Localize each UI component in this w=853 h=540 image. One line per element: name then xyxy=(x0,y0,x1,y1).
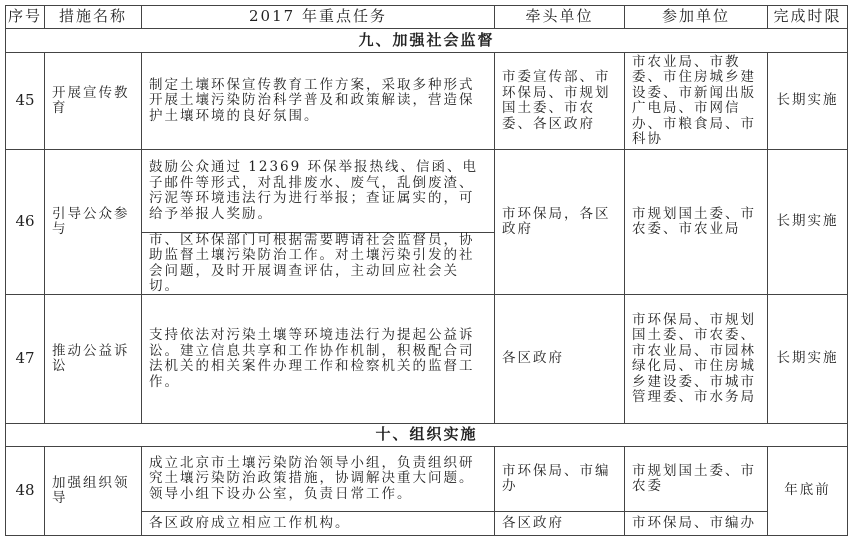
measure-name-text: 加强组织领导 xyxy=(52,474,130,506)
header-task: 2017 年重点任务 xyxy=(141,5,495,29)
lead-unit xyxy=(494,149,625,295)
participant-units xyxy=(624,294,768,424)
lead-unit-text: 各区政府 xyxy=(502,350,564,367)
header-measure: 措施名称 xyxy=(44,5,142,29)
lead-unit-text: 各区政府 xyxy=(502,514,564,531)
participant-units xyxy=(624,446,768,512)
task-text-content: 各区政府成立相应工作机构。 xyxy=(149,514,351,531)
deadline xyxy=(767,446,848,536)
task-text xyxy=(141,511,495,536)
measure-name xyxy=(44,149,142,295)
row-number: 45 xyxy=(5,52,45,150)
task-text-content: 市、区环保部门可根据需要聘请社会监督员，协助监督土壤污染防治工作。对土壤污染引发的社会问题，及时开展调查评估，主动回应社会关切。 xyxy=(149,231,475,294)
deadline-text: 长期实施 xyxy=(776,213,839,230)
participant-units-text: 市农业局、市教委、市住房城乡建设委、市新闻出版广电局、市网信办、市粮食局、市科协 xyxy=(632,53,756,147)
task-text xyxy=(141,232,495,295)
lead-unit-text: 市环保局，各区政府 xyxy=(502,205,611,237)
section-title: 九、加强社会监督 xyxy=(5,28,848,53)
deadline-text: 长期实施 xyxy=(776,350,839,367)
task-text-content: 支持依法对污染土壤等环境违法行为提起公益诉讼。建立信息共享和工作协作机制，积极配合司法机关的相关案件办理工作和检察机关的监督工作。 xyxy=(149,327,475,390)
deadline xyxy=(767,52,848,150)
participant-units-text: 市规划国土委、市农委、市农业局 xyxy=(632,205,756,237)
header-no: 序号 xyxy=(5,5,45,29)
lead-unit-text: 市环保局、市编办 xyxy=(502,462,611,494)
lead-unit xyxy=(494,294,625,424)
lead-unit-text: 市委宣传部、市环保局、市规划国土委、市农委、各区政府 xyxy=(502,69,611,132)
task-text xyxy=(141,149,495,233)
participant-units xyxy=(624,511,768,536)
header-lead: 牵头单位 xyxy=(494,5,625,29)
task-text xyxy=(141,52,495,150)
measure-name-text: 开展宣传教育 xyxy=(52,84,130,116)
deadline-text: 长期实施 xyxy=(776,92,839,109)
task-text-content: 鼓励公众通过 12369 环保举报热线、信函、电子邮件等形式，对乱排废水、废气，乱倒废渣、污泥等环境违法行为进行举报；查证属实的，可给予举报人奖励。 xyxy=(149,159,479,222)
measure-name xyxy=(44,52,142,150)
header-participants: 参加单位 xyxy=(624,5,768,29)
task-text xyxy=(141,294,495,424)
measure-name xyxy=(44,446,142,536)
participant-units-text: 市环保局、市编办 xyxy=(632,514,756,531)
tasks-table xyxy=(5,5,848,536)
measure-name xyxy=(44,294,142,424)
task-text-content: 制定土壤环保宣传教育工作方案，采取多种形式开展土壤污染防治科学普及和政策解读，营造保护土壤环境的良好氛围。 xyxy=(149,76,475,124)
lead-unit xyxy=(494,446,625,512)
measure-name-text: 推动公益诉讼 xyxy=(52,342,130,374)
row-number: 48 xyxy=(5,446,45,536)
participant-units xyxy=(624,52,768,150)
participant-units-text: 市规划国土委、市农委 xyxy=(632,462,756,494)
lead-unit xyxy=(494,52,625,150)
deadline xyxy=(767,294,848,424)
deadline-text: 年底前 xyxy=(784,482,831,499)
measure-name-text: 引导公众参与 xyxy=(52,205,130,237)
participant-units-text: 市环保局、市规划国土委、市农委、市农业局、市园林绿化局、市住房城乡建设委、市城市管理委、市水务局 xyxy=(632,311,756,405)
lead-unit xyxy=(494,511,625,536)
task-text xyxy=(141,446,495,512)
row-number: 47 xyxy=(5,294,45,424)
header-deadline: 完成时限 xyxy=(767,5,848,29)
section-title: 十、组织实施 xyxy=(5,423,848,447)
deadline xyxy=(767,149,848,295)
participant-units xyxy=(624,149,768,295)
task-text-content: 成立北京市土壤污染防治领导小组，负责组织研究土壤污染防治政策措施，协调解决重大问题。领导小组下设办公室，负责日常工作。 xyxy=(149,454,475,502)
row-number: 46 xyxy=(5,149,45,295)
